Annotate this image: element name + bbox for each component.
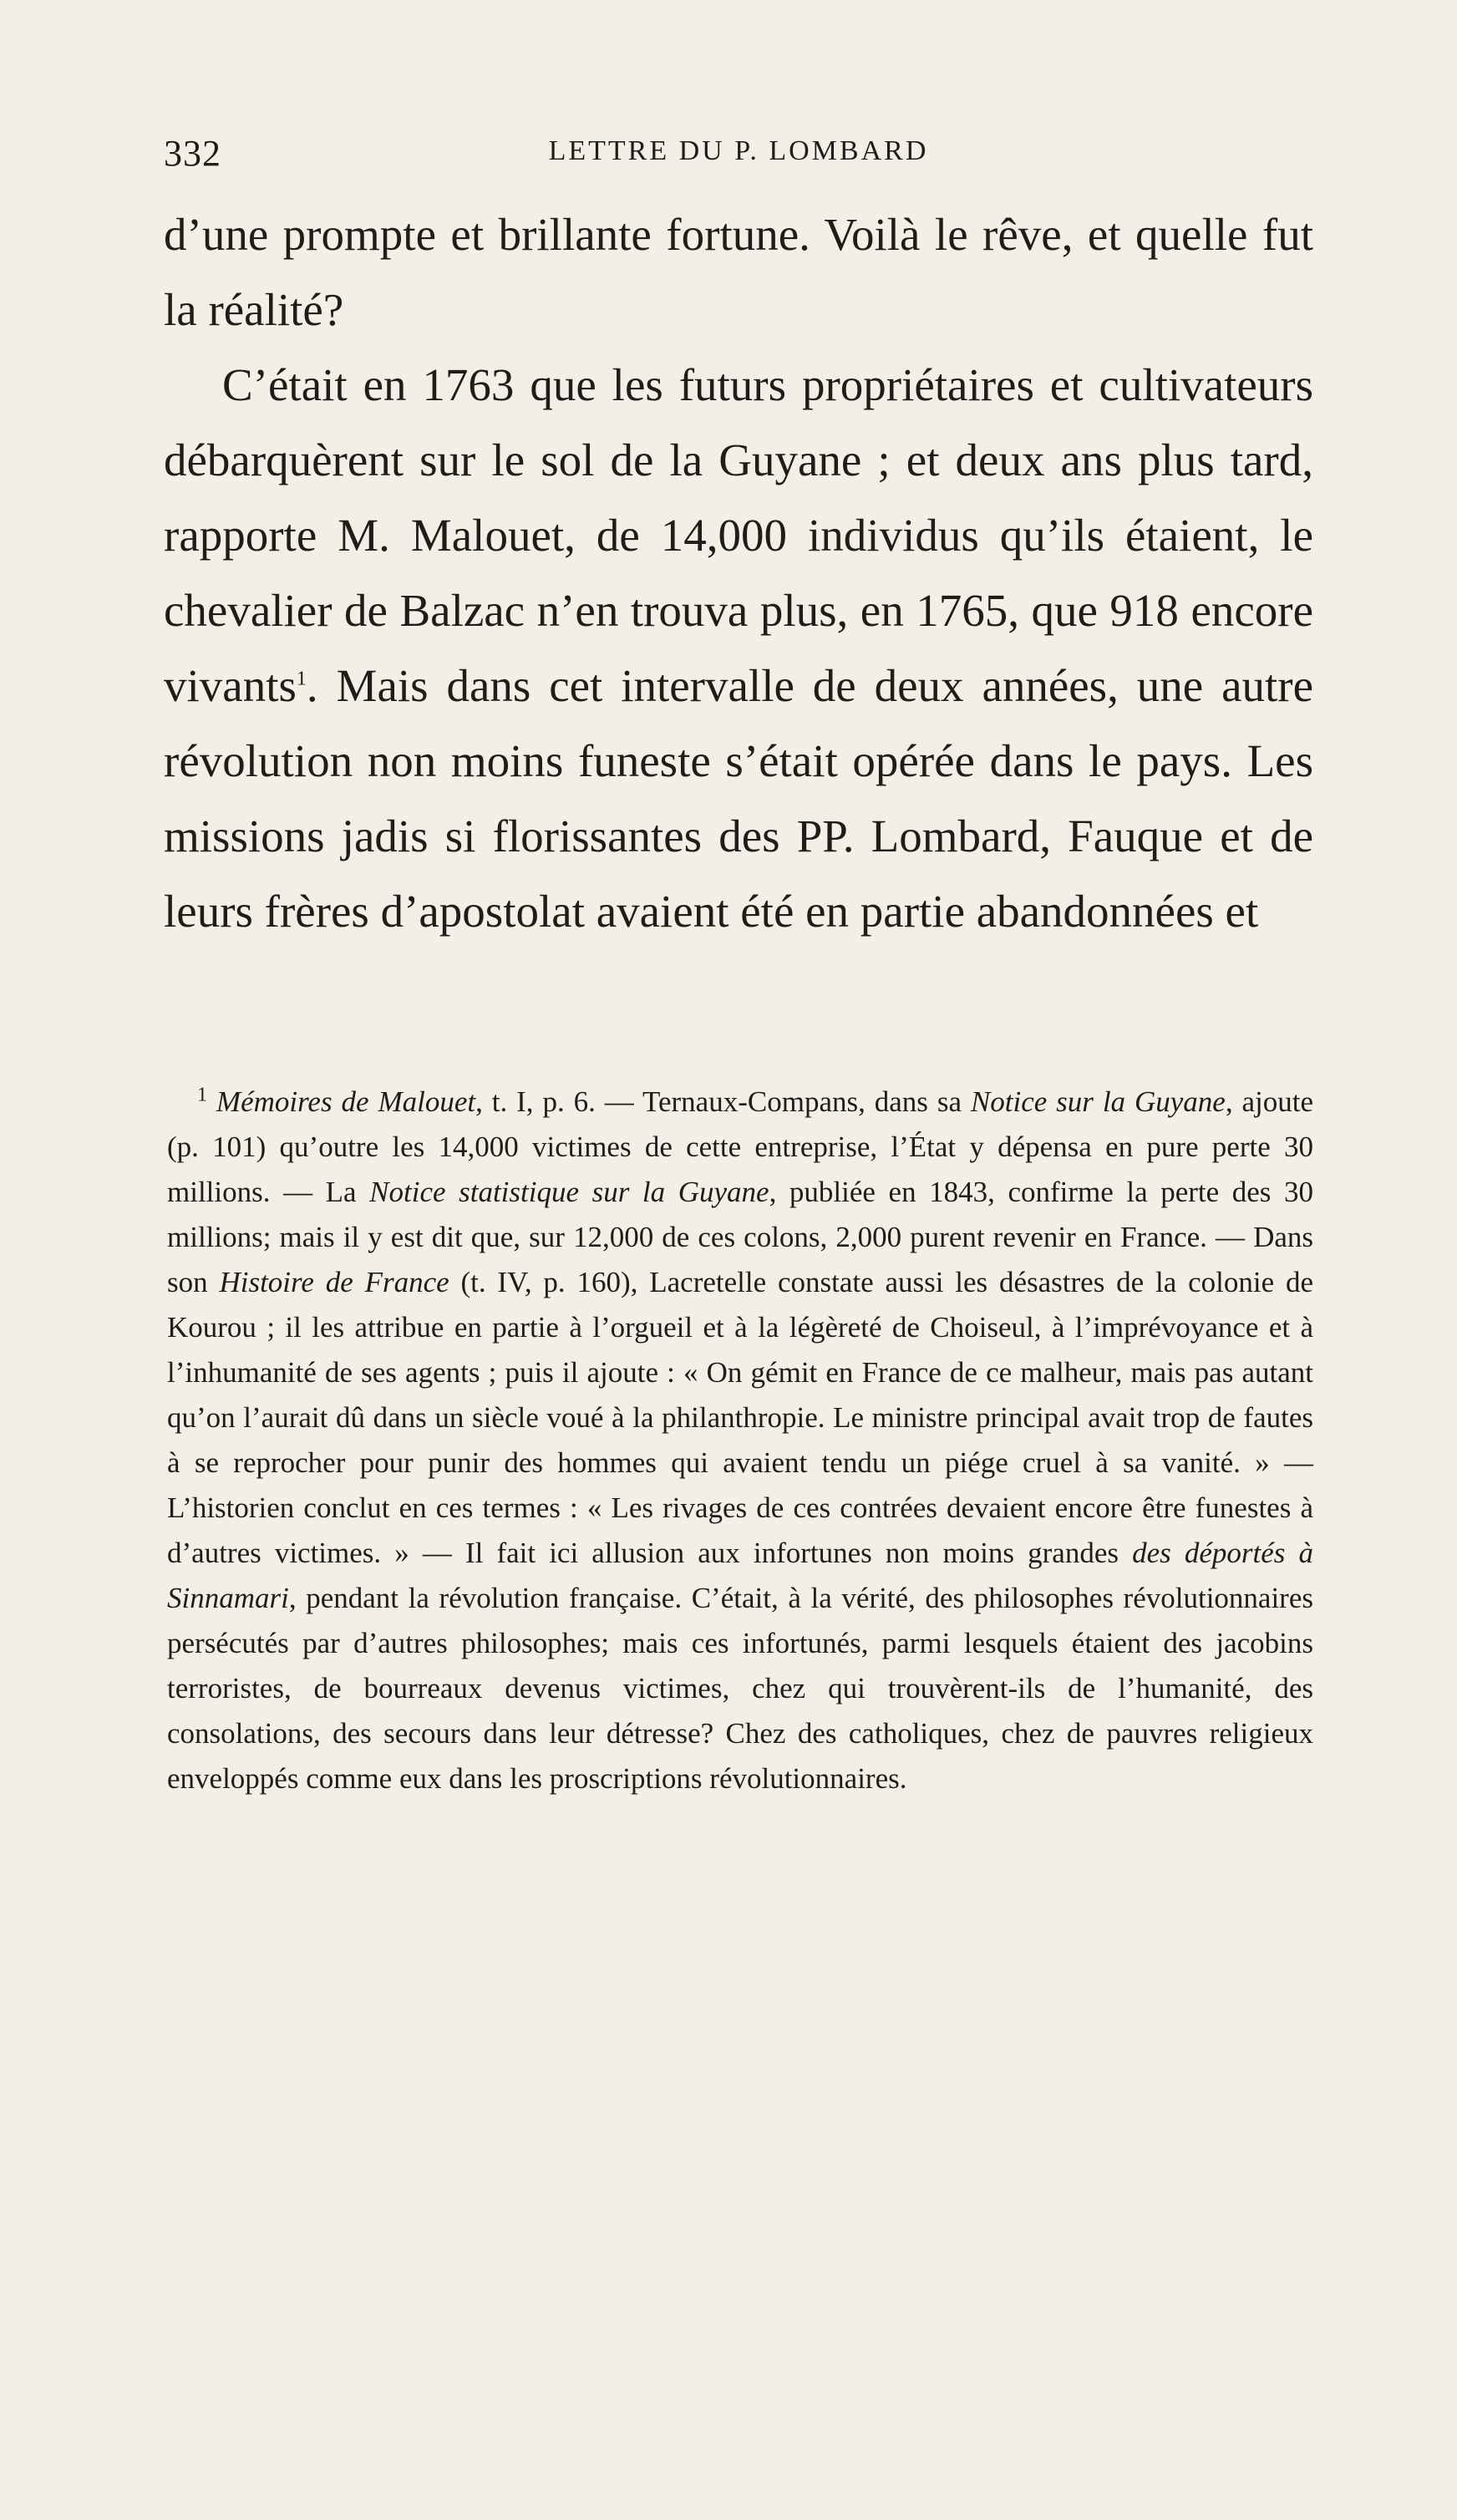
page-header (164, 132, 1313, 182)
footnote-marker: 1 (197, 1084, 207, 1106)
footnote-text: , ajoute (p. 101) qu’outre les 14,000 victimes de cette entreprise, l’État y dépensa en pure perte 30 millions. — La (167, 1085, 1313, 1208)
paragraph-2-text-a: C’était en 1763 que les futurs propriétaires et cultivateurs débarquèrent sur le sol de la Guyane ; et deux ans plus tard, rapporte M. Malouet, de 14,000 individus qu’ils étaient, le chevalier de Balzac n’en trouva plus, en 1765, que 918 encore vivants (164, 359, 1313, 711)
footnote-text: (t. IV, p. 160), Lacretelle constate aussi les désastres de la colonie de Kourou ; il les attribue en partie à l’orgueil et à la légèreté de Choiseul, à l’imprévoyance et à l’inhumanité de ses agents ; puis il ajoute : « On gémit en France de ce malheur, mais pas autant qu’on l’aurait dû dans un siècle voué à la philanthropie. Le ministre principal avait trop de fautes à se reprocher pour punir des hommes qui avaient tendu un piége cruel à sa vanité. » — L’historien conclut en ces termes : « Les rivages de ces contrées devaient encore être funestes à d’autres victimes. » — Il fait ici allusion aux infortunes non moins grandes (167, 1266, 1313, 1569)
footnote-citation-memoires: Mémoires de Malouet (216, 1085, 476, 1118)
paragraph-2 (164, 348, 1313, 949)
paragraph-2-text-b: . Mais dans cet intervalle de deux années, une autre révolution non moins funeste s’était opérée dans le pays. Les missions jadis si florissantes des PP. Lombard, Fauque et de leurs frères d’apostolat avaient été en partie abandonnées et (164, 660, 1313, 937)
page-number: 332 (164, 133, 221, 174)
paragraph-1: d’une prompte et brillante fortune. Voilà le rêve, et quelle fut la réalité? (164, 209, 1313, 335)
footnote-citation-notice: Notice sur la Guyane (970, 1085, 1226, 1118)
footnote-text: , t. I, p. 6. — Ternaux-Compans, dans sa (475, 1085, 971, 1118)
footnote-reference: 1 (296, 668, 307, 690)
footnote-text: , pendant la révolution française. C’était, à la vérité, des philosophes révolutionnaires persécutés par d’autres philosophes; mais ces infortunés, parmi lesquels étaient des jacobins terroristes, de bourreaux devenus victimes, chez qui trouvèrent-ils de l’humanité, des consolations, des secours dans leur détresse? Chez des catholiques, chez de pauvres religieux enveloppés comme eux dans les proscriptions révolutionnaires. (167, 1582, 1313, 1795)
footnote-citation-notice-statistique: Notice statistique sur la Guyane (369, 1176, 769, 1208)
footnote-text: , publiée en 1843, confirme la perte des 30 millions; mais il y est dit que, sur 12,000 de ces colons, 2,000 purent revenir en France. — Dans son (167, 1176, 1314, 1298)
main-text (164, 197, 1313, 949)
footnote-citation-histoire: Histoire de France (219, 1266, 449, 1298)
footnotes (167, 1080, 1313, 1801)
footnote-citation-deportes: des déportés à Sinnamari (167, 1537, 1313, 1614)
footnote-1 (167, 1080, 1313, 1801)
running-title: LETTRE DU P. LOMBARD (548, 135, 929, 166)
